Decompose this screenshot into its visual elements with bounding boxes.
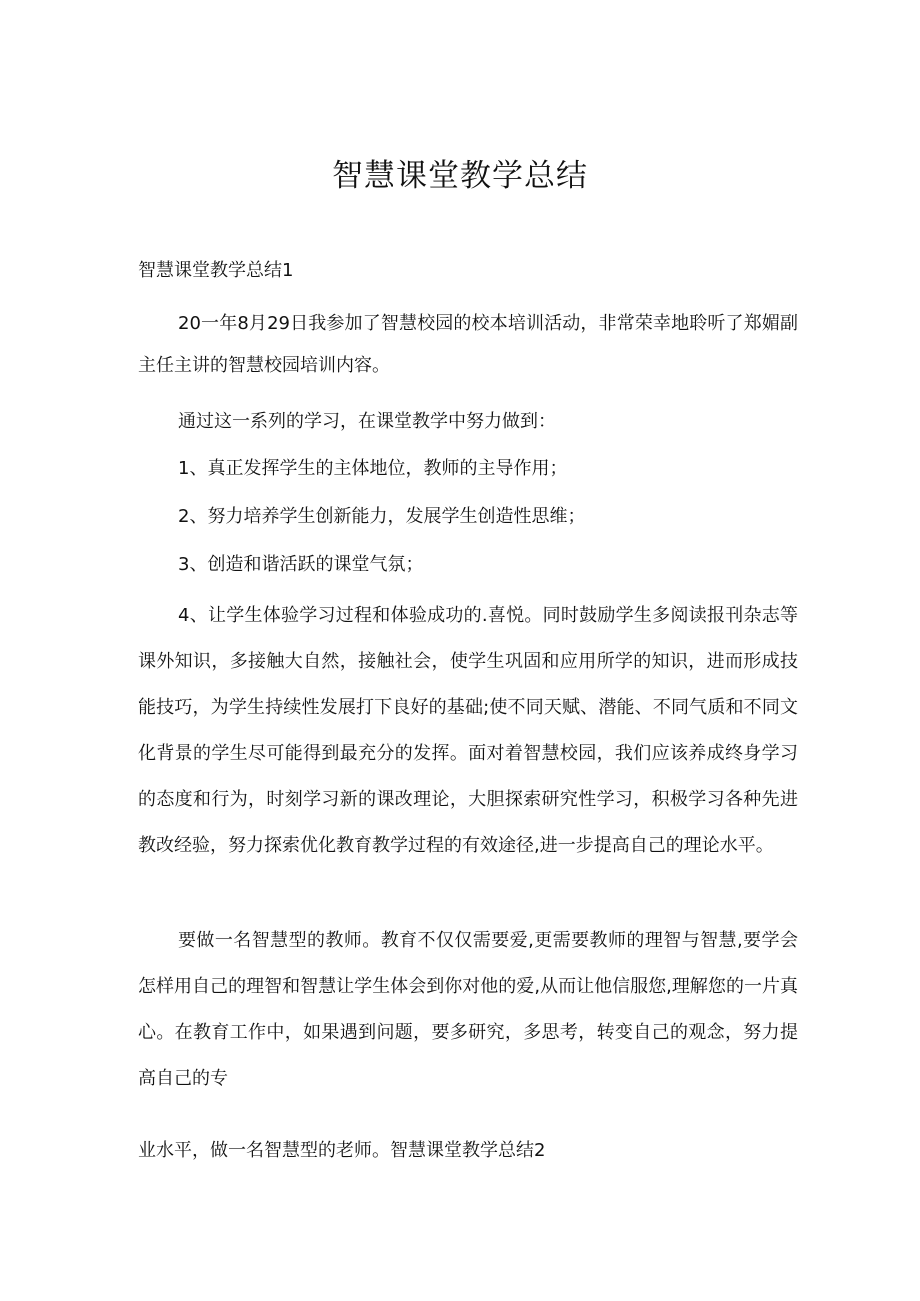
paragraph-wise-teacher: 要做一名智慧型的教师。教育不仅仅需要爱,更需要教师的理智与智慧,要学会怎样用自己的理智和智慧让学生体会到你对他的爱,从而让他信服您,理解您的一片真心。在教育工作中，如果遇到问题，要多研究，多思考，转变自己的观念，努力提高自己的专 <box>138 930 798 1089</box>
list-item-1: 1、真正发挥学生的主体地位，教师的主导作用； <box>178 458 568 479</box>
document-title: 智慧课堂教学总结 <box>332 158 588 194</box>
list-item-3: 3、创造和谐活跃的课堂气氛； <box>178 554 424 575</box>
list-item-4: 4、让学生体验学习过程和体验成功的.喜悦。同时鼓励学生多阅读报刊杂志等课外知识，多接触大自然，接触社会，使学生巩固和应用所学的知识，进而形成技能技巧，为学生持续性发展打下良好的基础;使不同天赋、潜能、不同气质和不同文化背景的学生尽可能得到最充分的发挥。面对着智慧校园，我们应该养成终身学习的态度和行为，时刻学习新的课改理论，大胆探索研究性学习，积极学习各种先进教改经验，努力探索优化教育教学过程的有效途径,进一步提高自己的理论水平。 <box>138 605 798 856</box>
paragraph-training-intro: 20一年8月29日我参加了智慧校园的校本培训活动，非常荣幸地聆听了郑媚副主任主讲的智慧校园培训内容。 <box>138 313 798 376</box>
paragraph-continuation: 业水平，做一名智慧型的老师。智慧课堂教学总结2 <box>138 1140 546 1161</box>
section-heading: 智慧课堂教学总结1 <box>138 260 294 281</box>
paragraph-efforts-intro: 通过这一系列的学习，在课堂教学中努力做到： <box>178 411 556 432</box>
list-item-2: 2、努力培养学生创新能力，发展学生创造性思维； <box>178 506 586 527</box>
